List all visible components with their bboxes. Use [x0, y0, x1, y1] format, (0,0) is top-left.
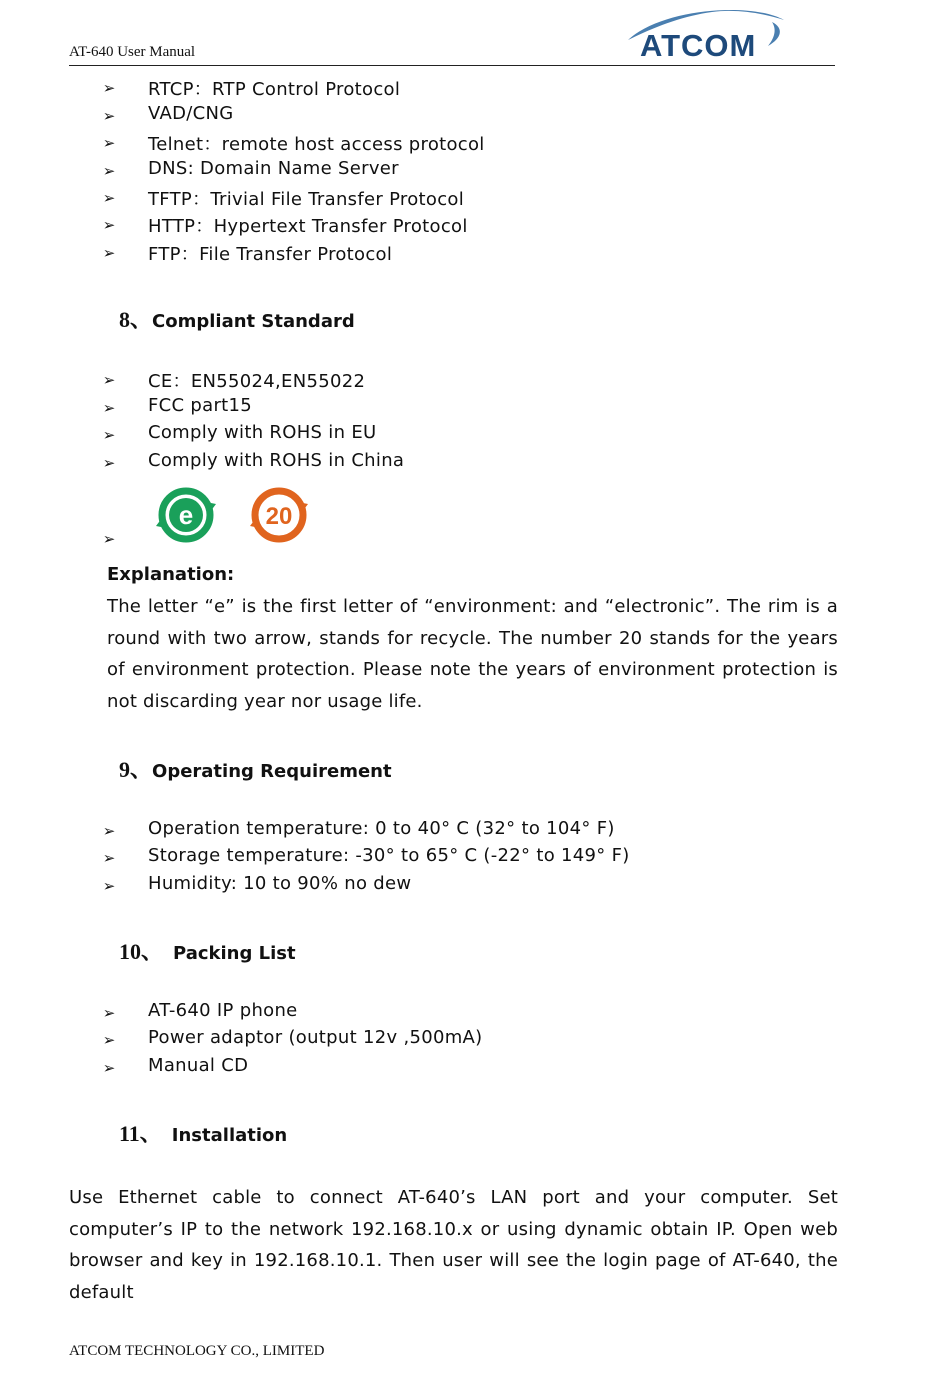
section-heading-10 [119, 935, 296, 966]
arrow-bullet-icon: ➢ [102, 81, 116, 97]
arrow-bullet-icon: ➢ [102, 1033, 116, 1049]
header-rule [69, 65, 835, 66]
list-item: Storage temperature: -30° to 65° C (-22° to 149° F) [148, 845, 630, 866]
footer-company: ATCOM TECHNOLOGY CO., LIMITED [69, 1343, 325, 1359]
explanation-paragraph: The letter “e” is the first letter of “environment: and “electronic”. The rim is a round with two arrow, stands for recycle. The number 20 stands for the years of environment protection. Please note the years of environment protection is not discarding year nor usage life. [107, 596, 838, 713]
list-item: FTP：File Transfer Protocol [148, 244, 393, 265]
list-item: RTCP：RTP Control Protocol [148, 79, 401, 100]
section-heading-8 [119, 303, 355, 334]
list-item: DNS: Domain Name Server [148, 158, 399, 179]
arrow-bullet-icon: ➢ [102, 824, 116, 840]
rohs-mark-numeral: 20 [265, 503, 293, 530]
arrow-bullet-icon: ➢ [102, 879, 116, 895]
section-title: Packing List [173, 943, 296, 964]
list-item: Power adaptor (output 12v ,500mA) [148, 1027, 483, 1048]
arrow-bullet-icon: ➢ [102, 164, 116, 180]
section-number: 9、 [119, 757, 153, 782]
section-number: 10、 [119, 939, 164, 964]
section-number: 11、 [119, 1121, 162, 1146]
list-item: Humidity: 10 to 90% no dew [148, 873, 412, 894]
arrow-bullet-icon: ➢ [102, 373, 116, 389]
arrow-bullet-icon: ➢ [102, 401, 116, 417]
section-heading-11 [119, 1117, 287, 1148]
orange-20-year-icon [242, 484, 316, 546]
arrow-bullet-icon: ➢ [102, 851, 116, 867]
arrow-bullet-icon: ➢ [102, 136, 116, 152]
list-item: TFTP：Trivial File Transfer Protocol [148, 189, 465, 210]
arrow-bullet-icon: ➢ [102, 109, 116, 125]
list-item: HTTP：Hypertext Transfer Protocol [148, 216, 468, 237]
list-item: VAD/CNG [148, 103, 234, 124]
arrow-bullet-icon: ➢ [102, 246, 116, 262]
section-number: 8、 [119, 307, 153, 332]
section-title: Installation [171, 1125, 288, 1146]
list-item: Operation temperature: 0 to 40° C (32° to 104° F) [148, 818, 615, 839]
explanation-title: Explanation: [107, 564, 235, 585]
section-title: Compliant Standard [152, 311, 355, 332]
arrow-bullet-icon: ➢ [102, 1006, 116, 1022]
arrow-bullet-icon: ➢ [102, 218, 116, 234]
arrow-bullet-icon: ➢ [102, 532, 116, 548]
green-e-environment-icon [148, 484, 224, 546]
atcom-logo-text: ATCOM [640, 28, 757, 63]
list-item: FCC part15 [148, 395, 253, 416]
arrow-bullet-icon: ➢ [102, 456, 116, 472]
list-item: Comply with ROHS in EU [148, 422, 377, 443]
list-item: Telnet：remote host access protocol [148, 134, 485, 155]
installation-paragraph: Use Ethernet cable to connect AT-640’s LAN port and your computer. Set computer’s IP to the network 192.168.10.x or using dynamic obtain IP. Open web browser and key in 192.168.10.1. Then user will see the login page of AT-640, the default [69, 1187, 838, 1304]
arrow-bullet-icon: ➢ [102, 428, 116, 444]
list-item: AT-640 IP phone [148, 1000, 298, 1021]
list-item: CE：EN55024,EN55022 [148, 371, 366, 392]
list-item: Manual CD [148, 1055, 249, 1076]
document-title: AT-640 User Manual [69, 44, 196, 60]
svg-text:e: e [178, 500, 194, 530]
arrow-bullet-icon: ➢ [102, 1061, 116, 1077]
list-item: Comply with ROHS in China [148, 450, 405, 471]
section-title: Operating Requirement [152, 761, 392, 782]
section-heading-9 [119, 753, 392, 784]
arrow-bullet-icon: ➢ [102, 191, 116, 207]
